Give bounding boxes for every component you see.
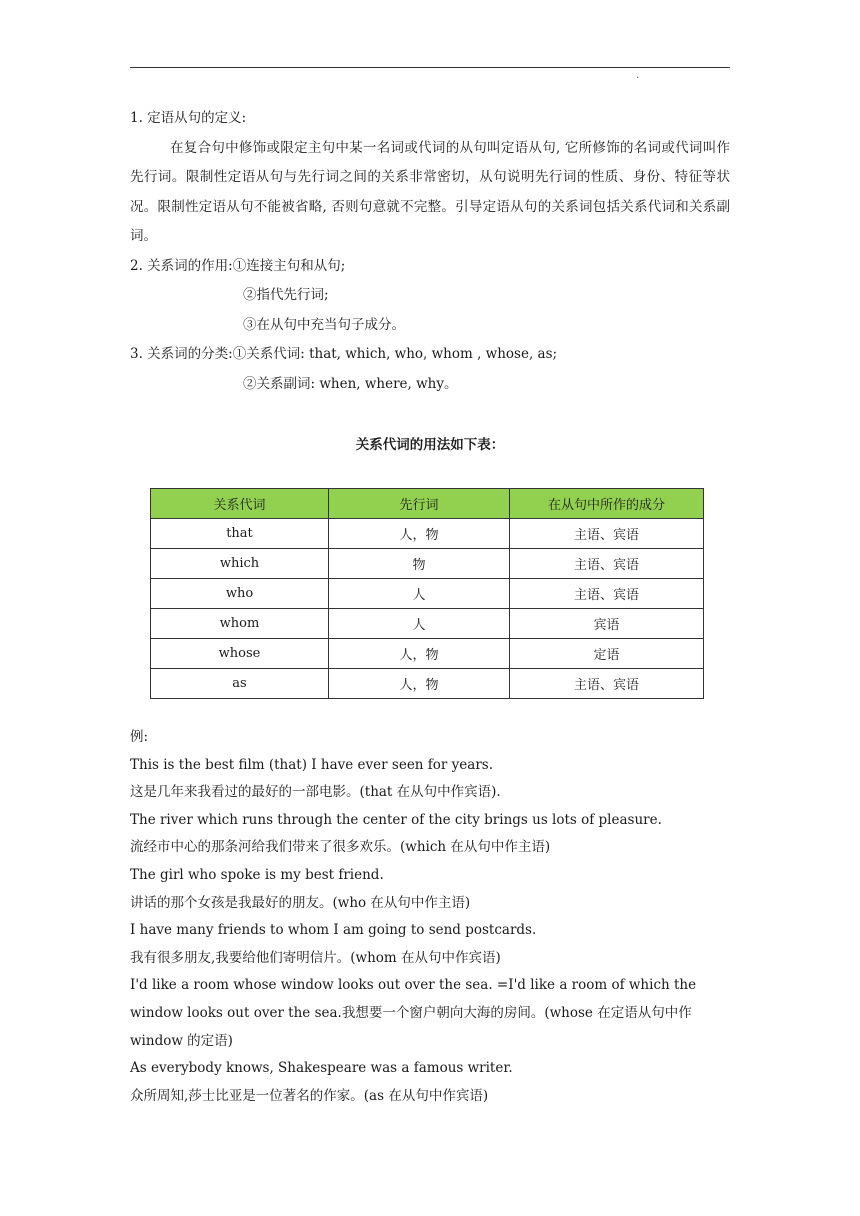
table-cell: 主语、宾语	[510, 579, 704, 609]
example-line: I have many friends to whom I am going to send postcards.	[130, 922, 537, 939]
examples-section	[130, 724, 730, 1110]
table-cell: as	[151, 669, 329, 699]
section3-line1	[130, 340, 730, 370]
table-header-cell: 关系代词	[151, 489, 329, 519]
examples-label: 例:	[130, 729, 149, 745]
table-cell: 定语	[510, 639, 704, 669]
table-title: 关系代词的用法如下表：	[355, 437, 505, 453]
table-cell: who	[151, 579, 329, 609]
section3-item: ①关系代词: that, which, who, whom , whose, as;	[232, 346, 558, 362]
example-line: I'd like a room whose window looks out over the sea. =I'd like a room of which the window looks out over the sea.我想要一个窗户朝向大海的房间。(whose 在定语从句中作 window 的定语)	[130, 977, 697, 1049]
example-line: This is the best film (that) I have ever seen for years.	[130, 756, 494, 773]
example-line: 讲话的那个女孩是我最好的朋友。(who 在从句中作主语)	[130, 894, 471, 911]
table-row	[151, 639, 704, 669]
section2-item: ①连接主句和从句;	[232, 257, 346, 274]
table-row	[151, 519, 704, 549]
table-cell: whom	[151, 609, 329, 639]
table-cell: 主语、宾语	[510, 519, 704, 549]
section2-item: ②指代先行词;	[243, 287, 329, 303]
example-line: 流经市中心的那条河给我们带来了很多欢乐。(which 在从句中作主语)	[130, 839, 551, 856]
table-cell: whose	[151, 639, 329, 669]
section1-paragraph: 在复合句中修饰或限定主句中某一名词或代词的从句叫定语从句, 它所修饰的名词或代词叫作先行词。限制性定语从句与先行词之间的关系非常密切，从句说明先行词的性质、身份、特征等状况。限制性定语从句不能被省略, 否则句意就不完整。引导定语从句的关系词包括关系代词和关系副词。	[130, 139, 730, 244]
relative-pronoun-table	[150, 488, 704, 699]
table-cell: 宾语	[510, 609, 704, 639]
table-cell: 物	[329, 549, 510, 579]
table-cell: 人，物	[329, 669, 510, 699]
table-cell: that	[151, 519, 329, 549]
table-cell: which	[151, 549, 329, 579]
example-line: 我有很多朋友,我要给他们寄明信片。(whom 在从句中作宾语)	[130, 949, 501, 966]
table-header-cell: 在从句中所作的成分	[510, 489, 704, 519]
header-rule	[130, 67, 730, 68]
table-row	[151, 579, 704, 609]
example-line: As everybody knows, Shakespeare was a famous writer.	[130, 1060, 513, 1077]
section2-line1	[130, 252, 730, 282]
example-line: 这是几年来我看过的最好的一部电影。(that 在从句中作宾语).	[130, 784, 501, 801]
example-line: The river which runs through the center of the city brings us lots of pleasure.	[130, 811, 662, 828]
document-body	[130, 104, 730, 1110]
table-cell: 人，物	[329, 639, 510, 669]
table-cell: 人	[329, 579, 510, 609]
table-cell: 人，物	[329, 519, 510, 549]
table-cell: 主语、宾语	[510, 669, 704, 699]
table-cell: 主语、宾语	[510, 549, 704, 579]
table-header-row	[151, 489, 704, 519]
table-row	[151, 609, 704, 639]
section2-heading: 2. 关系词的作用:	[130, 257, 233, 274]
table-row	[151, 669, 704, 699]
section2-item: ③在从句中充当句子成分。	[243, 316, 405, 333]
section3-item: ②关系副词: when, where, why。	[243, 375, 458, 392]
section3-heading: 3. 关系词的分类:	[130, 346, 233, 362]
header-dot: .	[636, 70, 640, 81]
section1-heading: 1. 定语从句的定义:	[130, 110, 247, 126]
example-line: The girl who spoke is my best friend.	[130, 866, 384, 883]
table-row	[151, 549, 704, 579]
example-line: 众所周知,莎士比亚是一位著名的作家。(as 在从句中作宾语)	[130, 1087, 489, 1104]
table-cell: 人	[329, 609, 510, 639]
table-header-cell: 先行词	[329, 489, 510, 519]
